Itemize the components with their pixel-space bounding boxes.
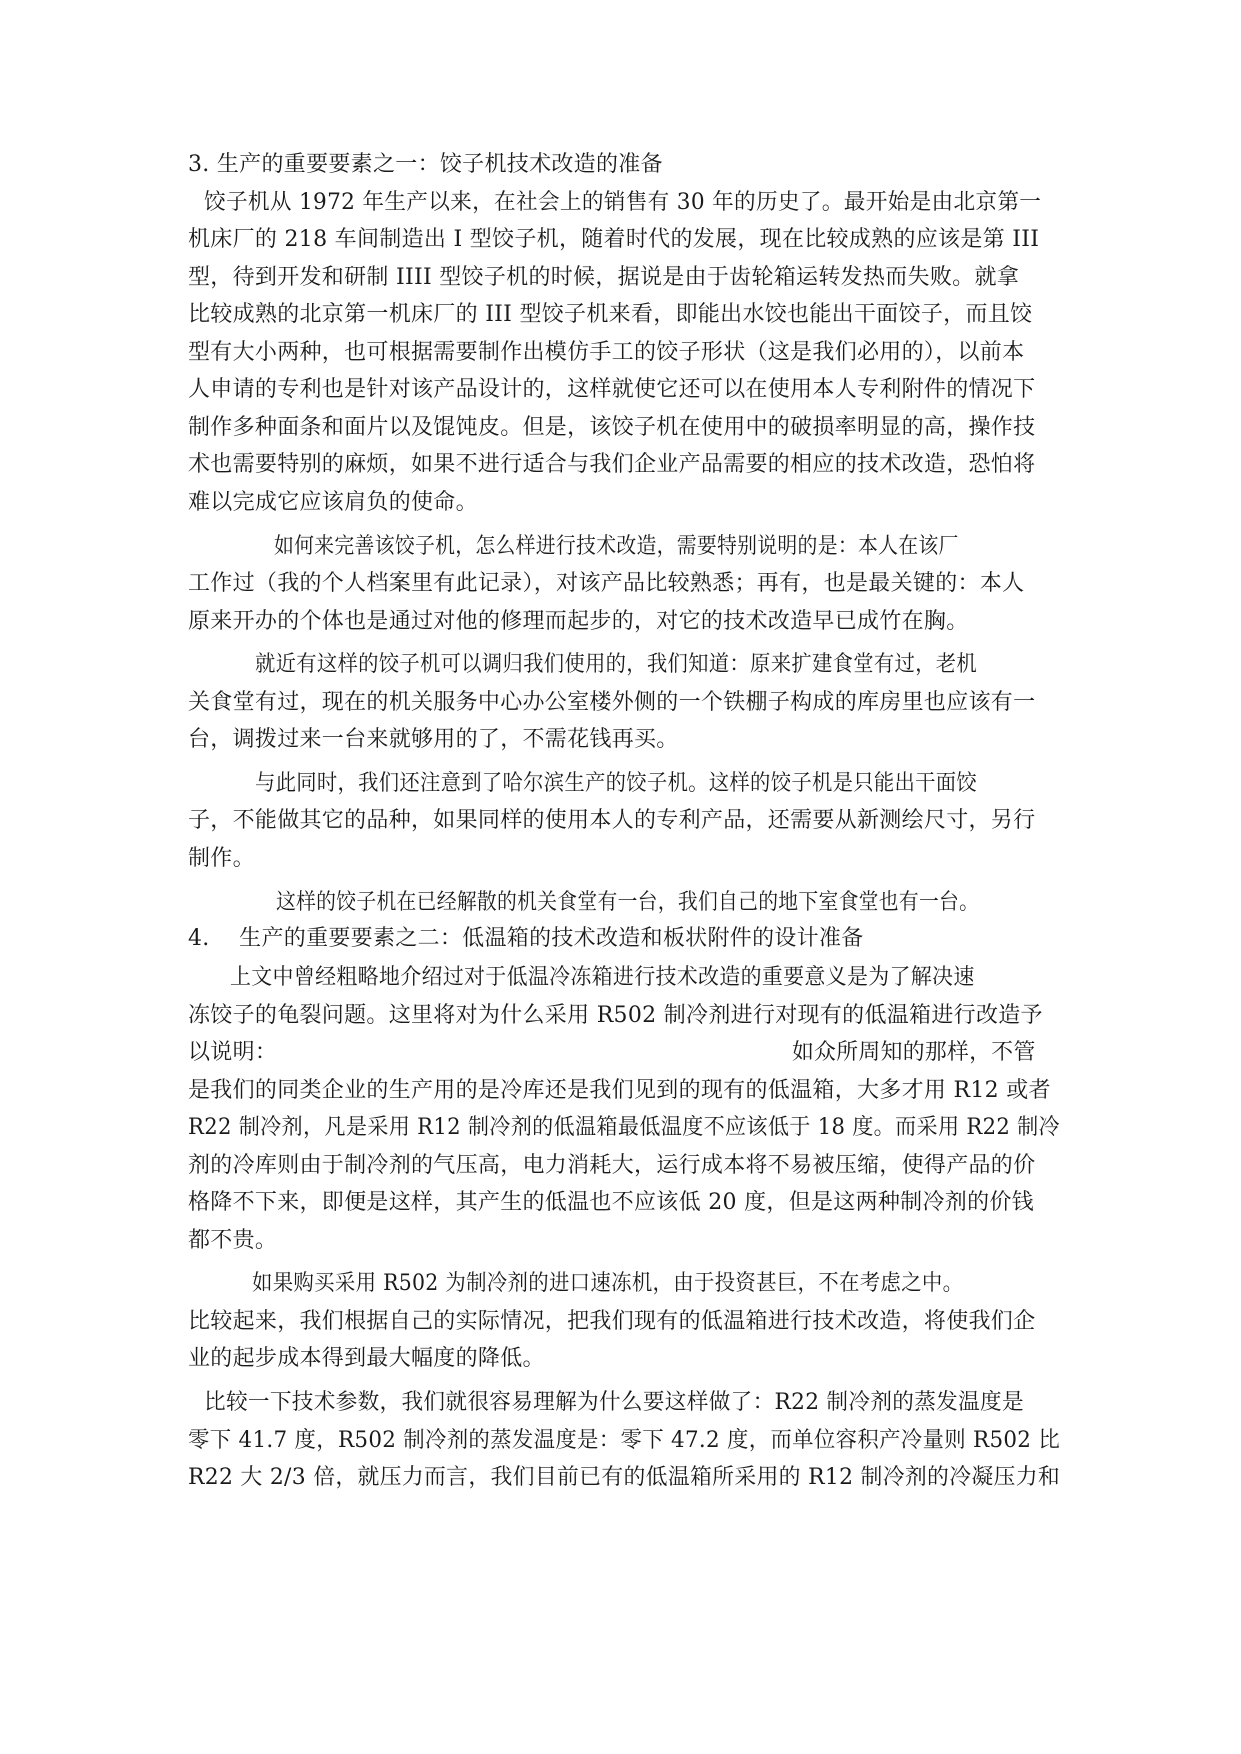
text-line: 型有大小两种，也可根据需要制作出模仿手工的饺子形状（这是我们必用的），以前本	[188, 340, 1025, 365]
text-line: 比较成熟的北京第一机床厂的 III 型饺子机来看，即能出水饺也能出干面饺子，而且饺	[188, 302, 1033, 327]
text-line: 剂的冷库则由于制冷剂的气压高，电力消耗大，运行成本将不易被压缩，使得产品的价	[188, 1153, 1036, 1178]
text-line: 术也需要特别的麻烦，如果不进行适合与我们企业产品需要的相应的技术改造，恐怕将	[188, 452, 1036, 477]
text-line: 都不贵。	[188, 1228, 278, 1253]
text-line: 就近有这样的饺子机可以调归我们使用的，我们知道：原来扩建食堂有过，老机	[255, 652, 977, 677]
text-line: 子，不能做其它的品种，如果同样的使用本人的专利产品，还需要从新测绘尺寸，另行	[188, 808, 1036, 833]
text-line: 制作多种面条和面片以及馄饨皮。但是，该饺子机在使用中的破损率明显的高，操作技	[188, 415, 1036, 440]
text-line: 制作。	[188, 846, 255, 871]
text-line: 关食堂有过，现在的机关服务中心办公室楼外侧的一个铁棚子构成的库房里也应该有一	[188, 690, 1036, 715]
text-line: R22 大 2/3 倍，就压力而言，我们目前已有的低温箱所采用的 R12 制冷剂的冷凝压力和	[188, 1465, 1061, 1490]
text-line: 业的起步成本得到最大幅度的降低。	[188, 1346, 545, 1371]
text-line: 工作过（我的个人档案里有此记录），对该产品比较熟悉；再有，也是最关键的：本人	[188, 571, 1025, 596]
text-line: 机床厂的 218 车间制造出 I 型饺子机，随着时代的发展，现在比较成熟的应该是第 III	[188, 227, 1040, 252]
text-line: 台，调拨过来一台来就够用的了，不需花钱再买。	[188, 727, 679, 752]
text-line: 人申请的专利也是针对该产品设计的，这样就使它还可以在使用本人专利附件的情况下	[188, 377, 1036, 402]
text-line: 原来开办的个体也是通过对他的修理而起步的，对它的技术改造早已成竹在胸。	[188, 609, 969, 634]
text-line: 饺子机从 1972 年生产以来，在社会上的销售有 30 年的历史了。最开始是由北京第一	[204, 190, 1042, 215]
text-line: 以说明：	[188, 1040, 278, 1065]
text-line: 如果购买采用 R502 为制冷剂的进口速冻机，由于投资甚巨，不在考虑之中。	[252, 1271, 964, 1296]
text-line: 是我们的同类企业的生产用的是冷库还是我们见到的现有的低温箱，大多才用 R12 或者	[188, 1078, 1051, 1103]
text-line: 如何来完善该饺子机，怎么样进行技术改造，需要特别说明的是：本人在该厂	[274, 534, 959, 559]
text-line: 格降不下来，即便是这样，其产生的低温也不应该低 20 度，但是这两种制冷剂的价钱	[188, 1190, 1034, 1215]
text-line: 难以完成它应该肩负的使命。	[188, 490, 478, 515]
text-line: 上文中曾经粗略地介绍过对于低温冷冻箱进行技术改造的重要意义是为了解决速	[230, 965, 975, 990]
text-line: 比较一下技术参数，我们就很容易理解为什么要这样做了：R22 制冷剂的蒸发温度是	[204, 1390, 1024, 1415]
text-line: 比较起来，我们根据自己的实际情况，把我们现有的低温箱进行技术改造，将使我们企	[188, 1309, 1036, 1334]
heading-section-3: 3. 生产的重要要素之一：饺子机技术改造的准备	[188, 152, 663, 177]
text-line: 零下 41.7 度，R502 制冷剂的蒸发温度是：零下 47.2 度，而单位容积产冷量则 R502 比	[188, 1428, 1061, 1453]
text-line: 型，待到开发和研制 IIII 型饺子机的时候，据说是由于齿轮箱运转发热而失败。就拿	[188, 265, 1020, 290]
text-line: 冻饺子的龟裂问题。这里将对为什么采用 R502 制冷剂进行对现有的低温箱进行改造予	[188, 1003, 1043, 1028]
text-line: 这样的饺子机在已经解散的机关食堂有一台，我们自己的地下室食堂也有一台。	[276, 890, 980, 915]
text-line: 与此同时，我们还注意到了哈尔滨生产的饺子机。这样的饺子机是只能出干面饺	[255, 771, 977, 796]
text-line: 如众所周知的那样，不管	[792, 1040, 1036, 1065]
heading-section-4: 4. 生产的重要要素之二：低温箱的技术改造和板状附件的设计准备	[188, 926, 864, 951]
text-line: R22 制冷剂，凡是采用 R12 制冷剂的低温箱最低温度不应该低于 18 度。而采用 R22 制冷	[188, 1115, 1060, 1140]
